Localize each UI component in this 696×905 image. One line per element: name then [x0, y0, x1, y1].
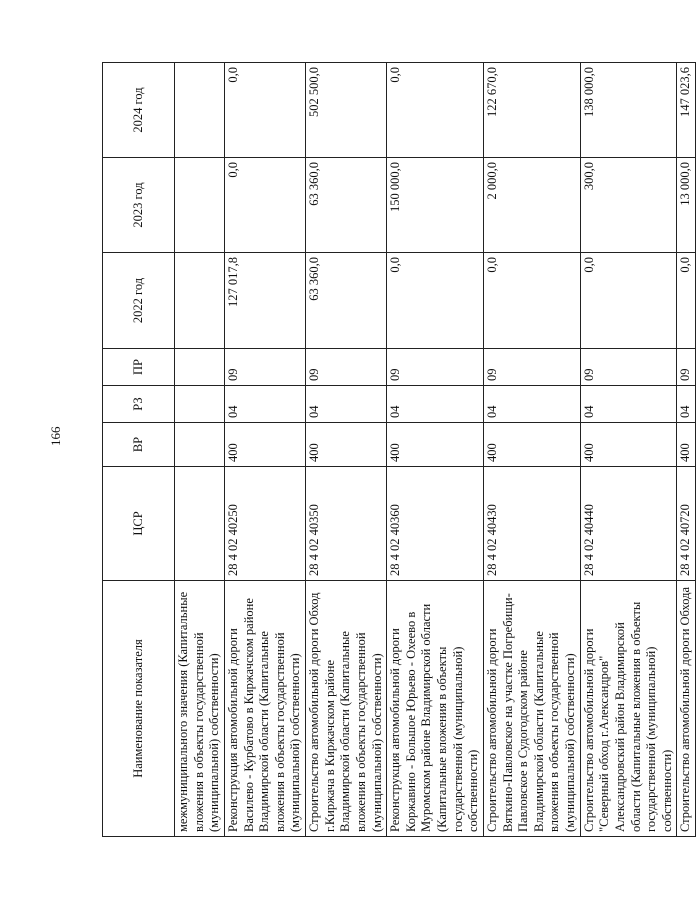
- row-2022: 0,0: [483, 253, 580, 349]
- table-row: [387, 63, 484, 837]
- row-2023: [175, 158, 225, 253]
- row-vr: 400: [580, 423, 677, 467]
- table-header-row: [103, 63, 175, 837]
- row-vr: 400: [224, 423, 305, 467]
- header-csr: ЦСР: [103, 467, 175, 581]
- row-vr: 400: [677, 423, 696, 467]
- row-2023: 13 000,0: [677, 158, 696, 253]
- row-2023: 150 000,0: [387, 158, 484, 253]
- row-vr: [175, 423, 225, 467]
- row-2023: 300,0: [580, 158, 677, 253]
- row-name: Строительство автомобильной дороги "Северный обход г.Александров" Александровский район Владимирской области (Капитальные вложения в объекты государственной (муниципальной) собственности): [580, 581, 677, 837]
- row-vr: 400: [483, 423, 580, 467]
- row-2024: 0,0: [387, 63, 484, 158]
- row-csr: 28 4 02 40430: [483, 467, 580, 581]
- table-row: [306, 63, 387, 837]
- row-vr: 400: [387, 423, 484, 467]
- row-2023: 0,0: [224, 158, 305, 253]
- row-2022: 127 017,8: [224, 253, 305, 349]
- row-csr: 28 4 02 40720: [677, 467, 696, 581]
- row-csr: 28 4 02 40360: [387, 467, 484, 581]
- row-2024: [175, 63, 225, 158]
- row-pr: 09: [306, 349, 387, 386]
- row-pr: 09: [387, 349, 484, 386]
- row-csr: 28 4 02 40250: [224, 467, 305, 581]
- row-rz: 04: [483, 386, 580, 423]
- header-2023: 2023 год: [103, 158, 175, 253]
- header-name: Наименование показателя: [103, 581, 175, 837]
- table-row: [677, 63, 696, 837]
- row-csr: 28 4 02 40440: [580, 467, 677, 581]
- rotated-page-content: [102, 63, 693, 837]
- row-2022: [175, 253, 225, 349]
- table-row: [224, 63, 305, 837]
- row-rz: 04: [580, 386, 677, 423]
- row-rz: 04: [224, 386, 305, 423]
- header-2022: 2022 год: [103, 253, 175, 349]
- row-rz: 04: [677, 386, 696, 423]
- row-2024: 138 000,0: [580, 63, 677, 158]
- row-2022: 63 360,0: [306, 253, 387, 349]
- header-rz: РЗ: [103, 386, 175, 423]
- row-2024: 0,0: [224, 63, 305, 158]
- row-csr: 28 4 02 40350: [306, 467, 387, 581]
- row-pr: 09: [224, 349, 305, 386]
- row-name: Строительство автомобильной дороги Вяткино-Павловское на участке Погребищи-Павловское в Судогодском районе Владимирской области (Капитальные вложения в объекты государственной (муниципальной) собственности): [483, 581, 580, 837]
- table-row: [580, 63, 677, 837]
- header-pr: ПР: [103, 349, 175, 386]
- row-name: межмуниципального значения (Капитальные вложения в объекты государственной (муниципальной) собственности): [175, 581, 225, 837]
- row-vr: 400: [306, 423, 387, 467]
- row-2024: 502 500,0: [306, 63, 387, 158]
- table-row: [175, 63, 225, 837]
- row-name: Строительство автомобильной дороги Обход г.Киржача в Киржачском районе Владимирской области (Капитальные вложения в объекты государственной (муниципальной) собственности): [306, 581, 387, 837]
- row-2022: 0,0: [580, 253, 677, 349]
- row-pr: 09: [677, 349, 696, 386]
- row-rz: 04: [387, 386, 484, 423]
- header-2024: 2024 год: [103, 63, 175, 158]
- row-pr: 09: [483, 349, 580, 386]
- row-name: Реконструкция автомобильной дороги Коржавино - Большое Юрьево - Охеево в Муромском районе Владимирской области (Капитальные вложения в объекты государственной (муниципальной) собственности): [387, 581, 484, 837]
- header-vr: ВР: [103, 423, 175, 467]
- row-pr: [175, 349, 225, 386]
- row-rz: 04: [306, 386, 387, 423]
- row-2024: 122 670,0: [483, 63, 580, 158]
- table-row: [483, 63, 580, 837]
- row-2023: 2 000,0: [483, 158, 580, 253]
- row-csr: [175, 467, 225, 581]
- row-rz: [175, 386, 225, 423]
- row-2023: 63 360,0: [306, 158, 387, 253]
- row-name: Строительство автомобильной дороги Обхода: [677, 581, 696, 837]
- row-pr: 09: [580, 349, 677, 386]
- budget-table: [102, 62, 696, 837]
- page-number: 166: [48, 426, 63, 446]
- row-2022: 0,0: [677, 253, 696, 349]
- row-2022: 0,0: [387, 253, 484, 349]
- row-2024: 147 023,6: [677, 63, 696, 158]
- row-name: Реконструкция автомобильной дороги Василево - Курбатово в Киржачском районе Владимирской области (Капитальные вложения в объекты государственной (муниципальной) собственности): [224, 581, 305, 837]
